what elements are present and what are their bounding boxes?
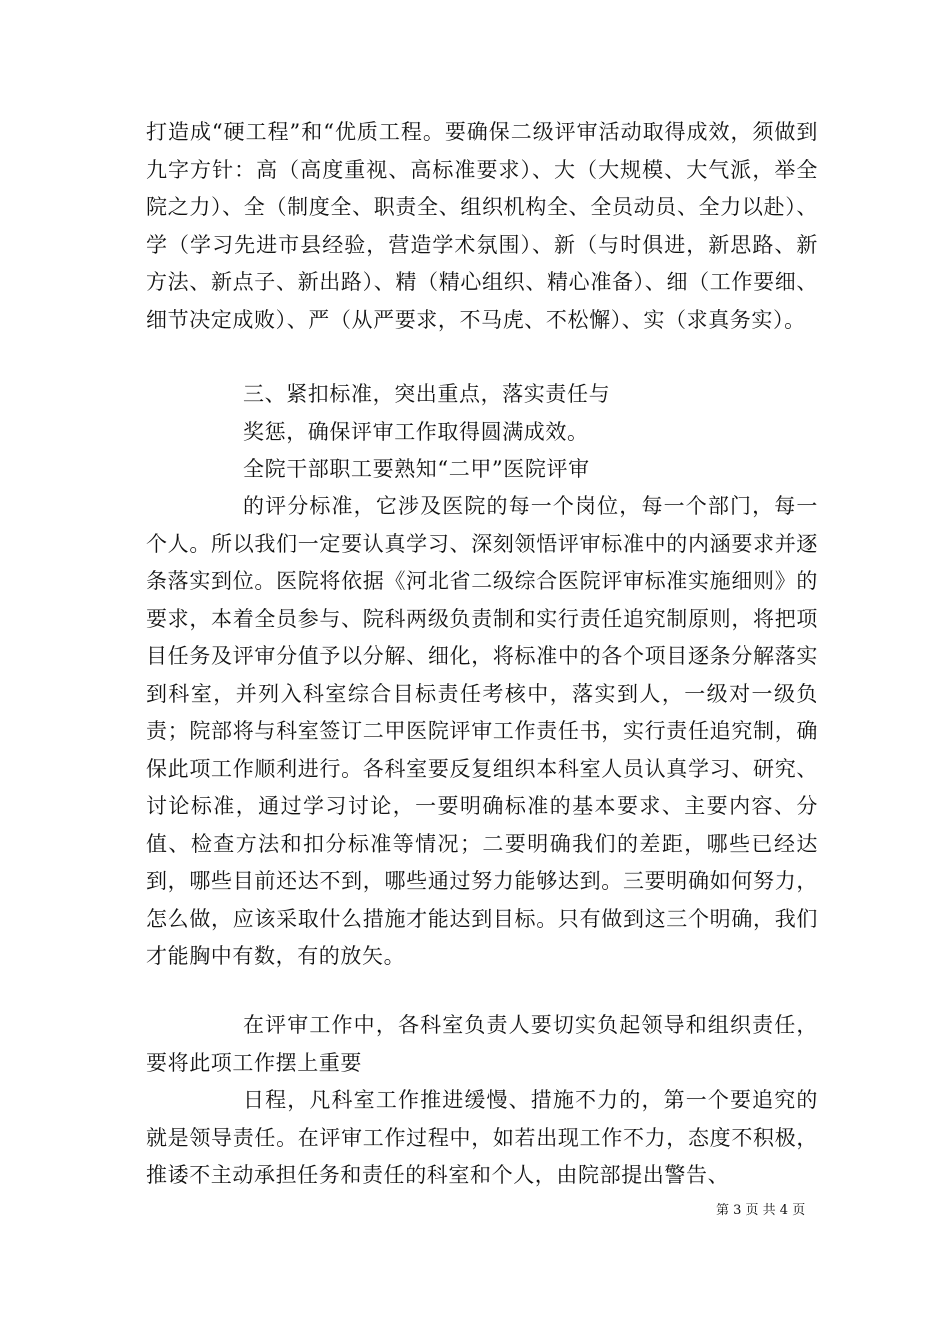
page-number: 第 3 页 共 4 页 <box>716 1203 806 1218</box>
body-paragraph: 打造成“硬工程”和“优质工程。要确保二级评审活动取得成效，须做到九字方针：高（高度重视、高标准要求）、大（大规模、大气派，举全院之力）、全（制度全、职责全、组织机构全、全员动员、全力以赴）、学（学习先进市县经验，营造学术氛围）、新（与时俱进，新思路、新方法、新点子、新出路）、精（精心组织、精心准备）、细（工作要细、细节决定成败）、严（从严要求，不马虎、不松懈）、实（求真务实）。 <box>146 120 818 332</box>
body-paragraph: 日程，凡科室工作推进缓慢、措施不力的，第一个要追究的就是领导责任。在评审工作过程中，如若出现工作不力，态度不积极，推诿不主动承担任务和责任的科室和个人，由院部提出警告、 <box>146 1088 818 1187</box>
body-paragraph: 在评审工作中，各科室负责人要切实负起领导和组织责任，要将此项工作摆上重要 <box>146 1013 818 1075</box>
section-heading-line-2: 奖惩，确保评审工作取得圆满成效。 <box>243 420 589 444</box>
section-heading-line-1: 三、紧扣标准，突出重点，落实责任与 <box>243 382 611 406</box>
body-paragraph-lead-line: 全院干部职工要熟知“二甲”医院评审 <box>243 457 590 481</box>
body-paragraph: 的评分标准，它涉及医院的每一个岗位，每一个部门，每一个人。所以我们一定要认真学习、深刻领悟评审标准中的内涵要求并逐条落实到位。医院将依据《河北省二级综合医院评审标准实施细则》的要求，本着全员参与、院科两级负责制和实行责任追究制原则，将把项目任务及评审分值予以分解、细化，将标准中的各个项目逐条分解落实到科室，并列入科室综合目标责任考核中，落实到人，一级对一级负责；院部将与科室签订二甲医院评审工作责任书，实行责任追究制，确保此项工作顺利进行。各科室要反复组织本科室人员认真学习、研究、讨论标准，通过学习讨论，一要明确标准的基本要求、主要内容、分值、检查方法和扣分标准等情况；二要明确我们的差距，哪些已经达到，哪些目前还达不到，哪些通过努力能够达到。三要明确如何努力，怎么做，应该采取什么措施才能达到目标。只有做到这三个明确，我们才能胸中有数，有的放矢。 <box>146 494 818 968</box>
